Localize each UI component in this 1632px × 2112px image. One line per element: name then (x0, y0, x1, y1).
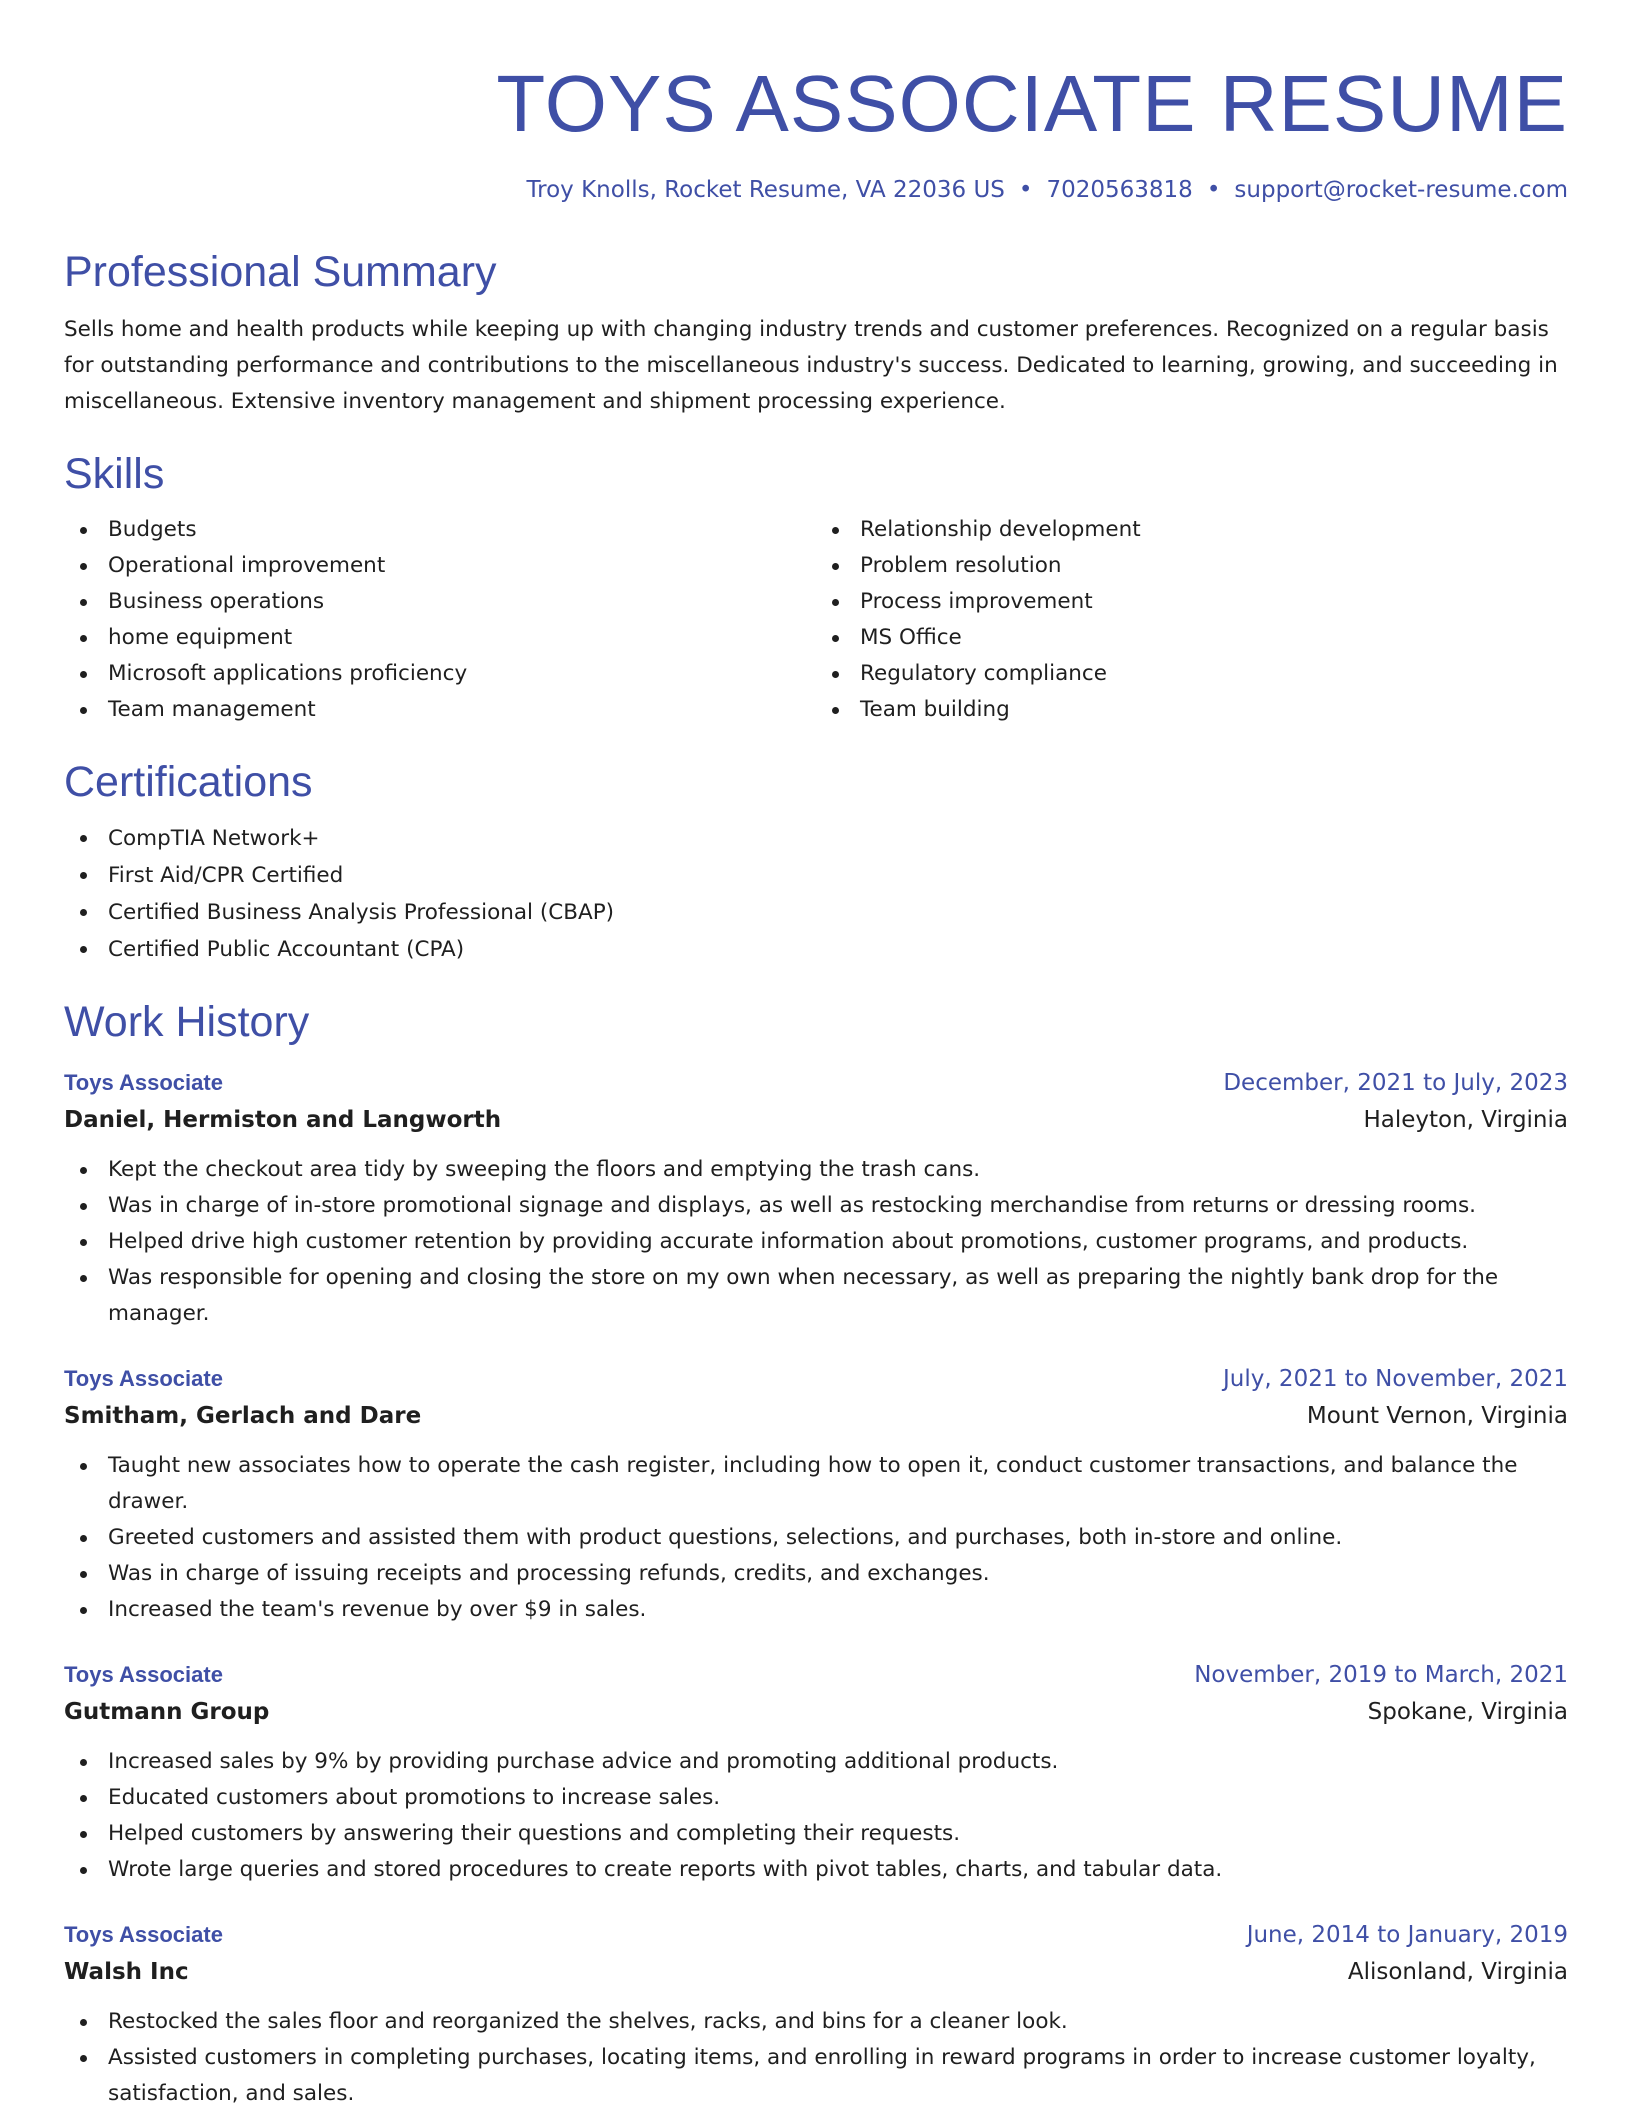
job-company: Gutmann Group (64, 1699, 270, 1725)
certification-item: Certified Public Accountant (CPA) (64, 931, 1568, 968)
job-entry (64, 1918, 1568, 2112)
job-company: Walsh Inc (64, 1959, 189, 1985)
certification-item: First Aid/CPR Certified (64, 857, 1568, 894)
job-location: Alisonland, Virginia (1347, 1959, 1568, 1985)
job-bullet: Assisted customers in completing purchases, locating items, and enrolling in reward programs in order to increase customer loyalty, satisfaction, and sales. (64, 2040, 1568, 2112)
job-location: Mount Vernon, Virginia (1306, 1403, 1568, 1429)
job-bullet: Kept the checkout area tidy by sweeping the floors and emptying the trash cans. (64, 1152, 1568, 1188)
job-entry (64, 1066, 1568, 1332)
job-company: Daniel, Hermiston and Langworth (64, 1107, 502, 1133)
skill-item: home equipment (64, 620, 816, 656)
job-dates: June, 2014 to January, 2019 (1246, 1922, 1568, 1948)
certification-item: Certified Business Analysis Professional (CBAP) (64, 894, 1568, 931)
skill-item: Business operations (64, 584, 816, 620)
job-entry (64, 1658, 1568, 1888)
job-bullet: Was in charge of issuing receipts and processing refunds, credits, and exchanges. (64, 1556, 1568, 1592)
job-title: Toys Associate (64, 1922, 223, 1947)
resume-title: TOYS ASSOCIATE RESUME (496, 59, 1568, 148)
certifications-heading: Certifications (64, 758, 313, 806)
job-bullet: Educated customers about promotions to increase sales. (64, 1780, 1568, 1816)
job-location: Haleyton, Virginia (1363, 1107, 1568, 1133)
contact-email[interactable]: support@rocket-resume.com (1234, 177, 1568, 203)
job-bullet: Was in charge of in-store promotional signage and displays, as well as restocking merchandise from returns or dressing rooms. (64, 1188, 1568, 1224)
job-title: Toys Associate (64, 1662, 223, 1687)
skills-list (64, 512, 1568, 728)
skill-item: Operational improvement (64, 548, 816, 584)
job-title: Toys Associate (64, 1070, 223, 1095)
contact-line (64, 174, 1568, 206)
skill-item: Team building (816, 692, 1568, 728)
contact-phone[interactable]: 7020563818 (1046, 177, 1193, 203)
job-bullets (64, 1744, 1568, 1888)
job-bullet: Wrote large queries and stored procedures to create reports with pivot tables, charts, and tabular data. (64, 1852, 1568, 1888)
job-dates: July, 2021 to November, 2021 (1222, 1366, 1568, 1392)
job-bullet: Greeted customers and assisted them with product questions, selections, and purchases, both in-store and online. (64, 1520, 1568, 1556)
work-history-heading: Work History (64, 998, 310, 1046)
skill-item: Microsoft applications proficiency (64, 656, 816, 692)
job-bullets (64, 2004, 1568, 2112)
job-dates: December, 2021 to July, 2023 (1223, 1070, 1568, 1096)
skill-item: Relationship development (816, 512, 1568, 548)
summary-heading: Professional Summary (64, 248, 497, 296)
job-bullet: Helped customers by answering their questions and completing their requests. (64, 1816, 1568, 1852)
certifications-list (64, 820, 1568, 968)
job-bullet: Increased sales by 9% by providing purchase advice and promoting additional products. (64, 1744, 1568, 1780)
job-bullets (64, 1448, 1568, 1628)
skill-item: Team management (64, 692, 816, 728)
contact-separator: • (1018, 177, 1033, 203)
skill-item: Regulatory compliance (816, 656, 1568, 692)
skills-heading: Skills (64, 450, 165, 498)
job-bullet: Was responsible for opening and closing the store on my own when necessary, as well as preparing the nightly bank drop for the manager. (64, 1260, 1568, 1332)
skills-column-right (816, 512, 1568, 728)
job-company: Smitham, Gerlach and Dare (64, 1403, 422, 1429)
skills-column-left (64, 512, 816, 728)
contact-address: Troy Knolls, Rocket Resume, VA 22036 US (526, 177, 1005, 203)
skill-item: Budgets (64, 512, 816, 548)
job-entry (64, 1362, 1568, 1628)
certification-item: CompTIA Network+ (64, 820, 1568, 857)
summary-text: Sells home and health products while keeping up with changing industry trends and customer preferences. Recognized on a regular basis for outstanding performance and contributions to the miscellaneous industry's success. Dedicated to learning, growing, and succeeding in miscellaneous. Extensive inventory management and shipment processing experience. (64, 317, 1558, 414)
job-bullet: Taught new associates how to operate the cash register, including how to open it, conduct customer transactions, and balance the drawer. (64, 1448, 1568, 1520)
job-bullet: Restocked the sales floor and reorganized the shelves, racks, and bins for a cleaner look. (64, 2004, 1568, 2040)
job-location: Spokane, Virginia (1367, 1699, 1568, 1725)
skill-item: Problem resolution (816, 548, 1568, 584)
job-bullet: Increased the team's revenue by over $9 in sales. (64, 1592, 1568, 1628)
job-title: Toys Associate (64, 1366, 223, 1391)
job-dates: November, 2019 to March, 2021 (1194, 1662, 1568, 1688)
contact-separator: • (1206, 177, 1221, 203)
job-bullet: Helped drive high customer retention by providing accurate information about promotions, customer programs, and products. (64, 1224, 1568, 1260)
skill-item: Process improvement (816, 584, 1568, 620)
skill-item: MS Office (816, 620, 1568, 656)
job-bullets (64, 1152, 1568, 1332)
